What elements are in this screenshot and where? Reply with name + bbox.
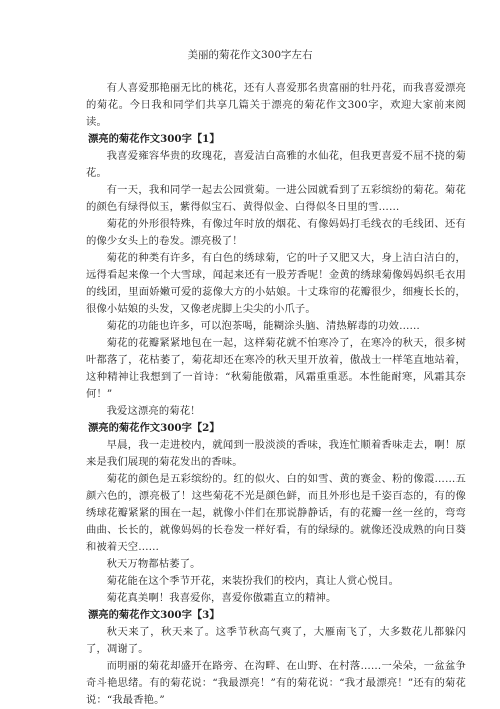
document-body	[86, 80, 466, 709]
paragraph: 有人喜爱那艳丽无比的桃花，还有人喜爱那名贵富丽的牡丹花，而我喜爱漂亮的菊花。今日我和同学们共享几篇关于漂亮的菊花作文300字，欢迎大家前来阅读。	[86, 82, 466, 128]
paragraph: 而明丽的菊花却盛开在路旁、在沟畔、在山野、在村落……一朵朵，一盆盆争奇斗艳思绪。有的菊花说：“我最漂亮！”有的菊花说：“我才最漂亮！”还有的菊花说：“我最香艳。”	[86, 660, 466, 706]
paragraph: 菊花的颜色是五彩缤纷的。红的似火、白的如雪、黄的赛金、粉的像霞……五颜六色的，漂亮极了！这些菊花不光是颜色鲜，而且外形也是千姿百态的，有的像绣球花瓣紧紧的围在一起，就像小伴们在那说静静话，有的花瓣一丝一丝的，弯弯曲曲、长长的，就像妈妈的长卷发一样好看，有的绿绿的。就像还没成熟的向日葵和被着天空……	[86, 473, 466, 553]
section-heading: 漂亮的菊花作文300字【1】	[88, 133, 220, 145]
paragraph: 菊花的花瓣紧紧地包在一起，这样菊花就不怕寒冷了，在寒冷的秋天，很多树叶都落了，花枯萎了，菊花却还在寒冷的秋天里开放着，傲战士一样笔直地站着，这种精神让我想到了一首诗：“秋菊能傲霜，风霜重重恶。本性能耐寒，风霜其奈何！”	[86, 337, 466, 400]
document-title: 美丽的菊花作文300字左右	[187, 49, 313, 61]
paragraph: 我爱这漂亮的菊花！	[106, 405, 201, 417]
paragraph: 菊花的种类有许多，有白色的绣球菊，它的叶子又肥又大，身上洁白洁白的，远得看起来像一个大雪球，闻起来还有一股芳香呢！金黄的绣球菊像妈妈织毛衣用的线团，里面娇嫩可爱的蕊像大方的小姑娘。十丈珠帘的花瓣很少，细瘦长长的，很像小姑娘的头发，又像老虎脚上尖尖的小爪子。	[86, 252, 466, 315]
paragraph: 菊花的功能也许多，可以泡茶喝，能糊涂头脑、清热解毒的功效……	[106, 320, 420, 332]
paragraph: 早晨，我一走进校内，就闻到一股淡淡的香味，我连忙顺着香味走去，啊！原来是我们展现的菊花发出的香味。	[86, 439, 466, 468]
paragraph: 有一天，我和同学一起去公园赏菊。一进公园就看到了五彩缤纷的菊花。菊花的颜色有绿得似玉，紫得似宝石、黄得似金、白得似冬日里的雪……	[86, 184, 466, 213]
paragraph: 菊花的外形很特殊，有像过年时放的烟花、有像妈妈打毛线衣的毛线团、还有的像少女头上的卷发。漂亮极了！	[86, 218, 466, 247]
paragraph: 菊花真美啊！我喜爱你，喜爱你傲霜直立的精神。	[106, 592, 337, 604]
paragraph: 秋天万物都枯萎了。	[106, 558, 201, 570]
paragraph: 秋天来了，秋天来了。这季节秋高气爽了，大雁南飞了，大多数花儿都躲闪了，凋谢了。	[86, 626, 466, 655]
section-heading: 漂亮的菊花作文300字【2】	[88, 422, 220, 434]
paragraph: 我喜爱雍容华贵的玫瑰花，喜爱洁白高雅的水仙花，但我更喜爱不屈不挠的菊花。	[86, 150, 466, 179]
paragraph: 菊花能在这个季节开花，来装扮我们的校内，真让人赏心悦目。	[106, 575, 400, 587]
section-heading: 漂亮的菊花作文300字【3】	[88, 609, 220, 621]
